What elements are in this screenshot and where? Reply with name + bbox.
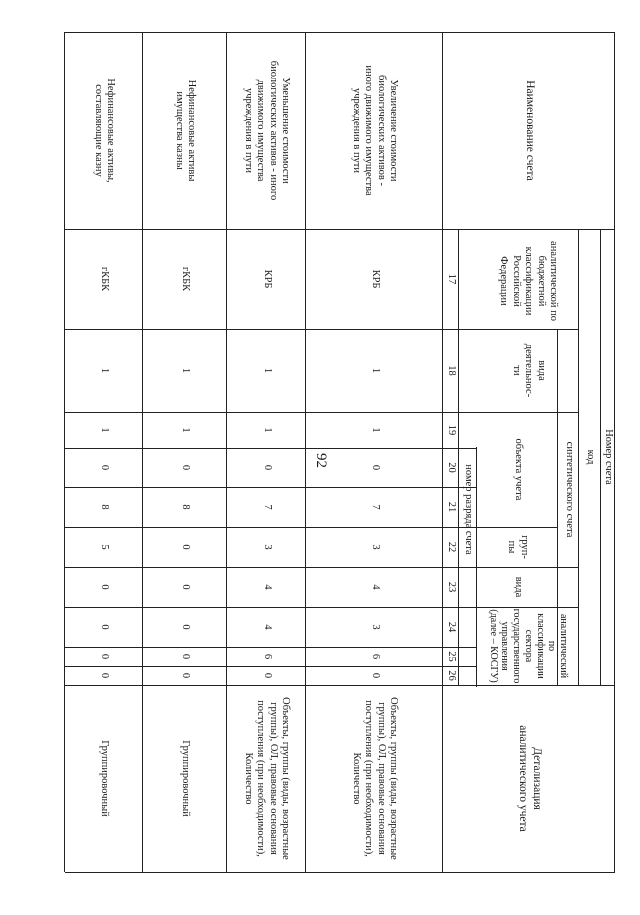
row-activity: 1: [369, 367, 381, 374]
row-group: 5: [99, 544, 111, 550]
row-d19: 1: [180, 427, 192, 433]
row-k26: 0: [369, 672, 381, 679]
header-kosgu: аналитический по классификации сектора государственного управления (далее – КОСГУ): [487, 609, 570, 683]
row-type: 0: [180, 584, 192, 590]
rotated-table-wrapper: [65, 32, 615, 872]
header-analytical-budget: аналитической по бюджетной классификации Российской Федерации: [498, 241, 559, 321]
digit-25: 25: [446, 651, 458, 662]
row-d20: 0: [369, 464, 381, 471]
row-group: 0: [180, 544, 192, 550]
row-name: Увеличение стоимости биологических активов - иного движимого имущества учреждения в пути: [351, 65, 400, 196]
row-budget: гКБК: [99, 266, 111, 292]
row-detail: Группировочный: [180, 740, 192, 817]
row-k24: 4: [261, 624, 273, 630]
digit-19: 19: [446, 424, 458, 436]
row-name: Нефинансовые активы, составляющие казну: [93, 78, 117, 183]
row-name: Нефинансовые активы имущества казны: [174, 79, 198, 182]
row-d19: 1: [99, 427, 111, 433]
row-detail: Объекты, группы (виды, возрастные группы), ОЛ, правовые основания поступления (при необходимости), Количество: [351, 697, 400, 860]
row-budget: КРБ: [261, 269, 273, 289]
row-activity: 1: [99, 367, 111, 374]
digit-24: 24: [446, 621, 458, 633]
row-k26: 0: [99, 672, 111, 679]
row-d20: 0: [99, 464, 111, 471]
row-k25: 6: [261, 653, 273, 660]
row-type: 4: [261, 584, 273, 590]
account-table: [65, 32, 615, 872]
digit-21: 21: [446, 501, 458, 513]
row-d20: 0: [180, 464, 192, 471]
header-account-name: Наименование счета: [523, 80, 536, 181]
row-d21: 7: [261, 504, 273, 510]
digit-18: 18: [446, 365, 458, 376]
row-d21: 7: [369, 504, 381, 510]
row-d19: 1: [261, 427, 273, 433]
header-code: код: [585, 449, 597, 465]
row-d19: 1: [369, 427, 381, 433]
row-budget: гКБК: [180, 266, 192, 292]
row-activity: 1: [261, 367, 273, 374]
row-k26: 0: [261, 672, 273, 679]
row-detail: Группировочный: [99, 740, 111, 817]
row-k26: 0: [180, 672, 192, 679]
header-detail: Детализация аналитического учета: [517, 725, 543, 832]
header-group: груп-пы: [506, 535, 530, 559]
header-synthetic: синтетического счета: [563, 441, 575, 538]
row-d21: 8: [180, 504, 192, 510]
digit-22: 22: [446, 541, 458, 553]
row-type: 4: [369, 584, 381, 590]
row-name: Уменьшение стоимости биологических активов - иного движимого имущества учреждения в пути: [243, 60, 292, 201]
row-k24: 3: [369, 624, 381, 630]
row-budget: КРБ: [369, 269, 381, 289]
header-account-number: Номер счета: [603, 429, 615, 485]
digit-17: 17: [446, 273, 458, 285]
row-k24: 0: [99, 624, 111, 630]
digit-26: 26: [446, 670, 458, 681]
row-k25: 6: [369, 653, 381, 660]
row-group: 3: [369, 544, 381, 550]
row-k25: 0: [99, 653, 111, 660]
row-detail: Объекты, группы (виды, возрастные группы), ОЛ, правовые основания поступления (при необходимости), Количество: [243, 697, 292, 860]
row-group: 3: [261, 544, 273, 550]
header-object: объекта учета: [512, 438, 524, 501]
row-type: 0: [99, 584, 111, 590]
row-k24: 0: [180, 624, 192, 630]
page-number: 92: [312, 452, 329, 468]
row-d20: 0: [261, 464, 273, 471]
header-type: вида: [512, 576, 524, 598]
row-activity: 1: [180, 367, 192, 374]
header-digit-number: номер разряда счета: [463, 464, 475, 555]
digit-20: 20: [446, 462, 458, 473]
header-activity-type: вида деятельнос-ти: [510, 343, 547, 398]
row-k25: 0: [180, 653, 192, 660]
digit-23: 23: [446, 581, 458, 593]
row-d21: 8: [99, 504, 111, 510]
